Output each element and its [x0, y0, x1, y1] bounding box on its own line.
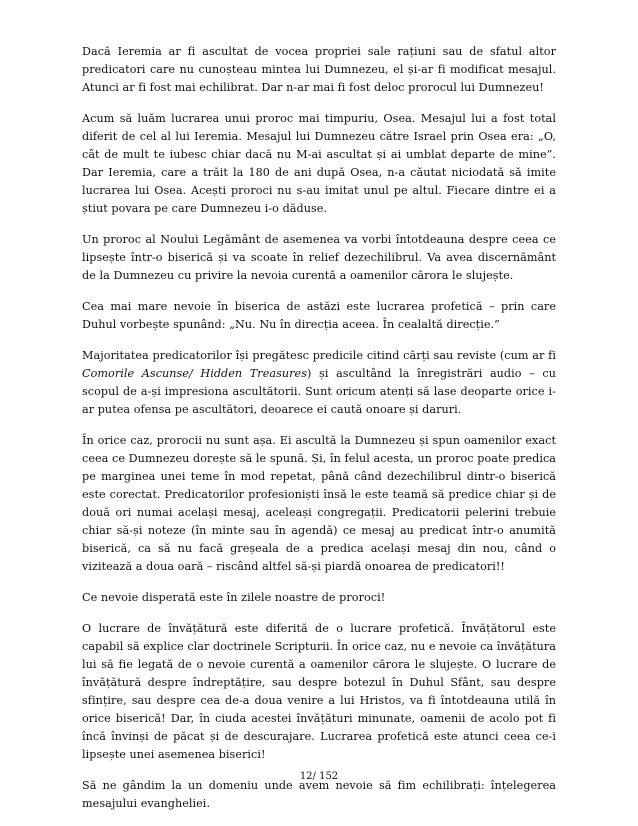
paragraph-5-after: ) și ascultând la înregistrări audio – cu scopul de a-și impresiona ascultătorii. Sunt oricum atenți să lase deoparte orice i-ar putea ofensa pe ascultători, deoarece ei caută onoare și daruri.: [82, 367, 556, 416]
page-number: 12/ 152: [299, 771, 339, 782]
paragraph-4: Cea mai mare nevoie în biserica de astăzi este lucrarea profetică – prin care Duhul vorbește spunând: „Nu. Nu în direcția aceea. În cealaltă direcție.”: [82, 300, 556, 331]
paragraph-2: Acum să luăm lucrarea unui proroc mai timpuriu, Osea. Mesajul lui a fost total diferit de cel al lui Ieremia. Mesajul lui Dumnezeu către Israel prin Osea era: „O, cât de mult te iubesc chiar dacă nu M-ai ascultat și ai umblat departe de mine”. Dar Ieremia, care a trăit la 180 de ani după Osea, n-a căutat niciodată să imite lucrarea lui Osea. Acești proroci nu s-au imitat unul pe altul. Fiecare dintre ei a știut povara pe care Dumnezeu i-o dăduse.: [82, 112, 556, 215]
paragraph-3: Un proroc al Noului Legământ de asemenea va vorbi întotdeauna despre ceea ce lipsește într-o biserică și va scoate în relief dezechilibrul. Va avea discernământ de la Dumnezeu cu privire la nevoia curentă a oamenilor cărora le slujește.: [82, 233, 556, 282]
paragraph-6: În orice caz, prorocii nu sunt așa. Ei ascultă la Dumnezeu și spun oamenilor exact ceea ce Dumnezeu dorește să le spună. Și, în felul acesta, un proroc poate predica pe marginea unei teme în mod repetat, până când dezechilibrul dintr-o biserică este corectat. Predicatorilor profesioniști însă le este teamă să predice chiar și de două ori numai același mesaj, aceleași congregații. Predicatorii pelerini trebuie chiar să-și noteze (în minte sau în agendă) ce mesaj au predicat într-o anumită biserică, ca să nu facă greșeala de a predica același mesaj din nou, când o vizitează a doua oară – riscând altfel să-și piardă onoarea de predicatori!!: [82, 434, 556, 573]
paragraph-5: [82, 347, 556, 419]
paragraph-5-before: Majoritatea predicatorilor își pregătesc predicile citind cărți sau reviste (cum ar fi: [82, 349, 556, 362]
paragraph-1: Dacă Ieremia ar fi ascultat de vocea propriei sale rațiuni sau de sfatul altor predicatori care nu cunoșteau mintea lui Dumnezeu, el și-ar fi modificat mesajul. Atunci ar fi fost mai echilibrat. Dar n-ar mai fi fost deloc prorocul lui Dumnezeu!: [82, 45, 556, 94]
paragraph-9: Să ne gândim la un domeniu unde avem nevoie să fim echilibrați: înțelegerea mesajului evangheliei.: [82, 779, 556, 810]
page-body: [82, 43, 556, 813]
paragraph-7: Ce nevoie disperată este în zilele noastre de proroci!: [82, 591, 386, 604]
paragraph-8: O lucrare de învățătură este diferită de o lucrare profetică. Învățătorul este capabil să explice clar doctrinele Scripturii. În orice caz, nu e nevoie ca învățătura lui să fie legată de o nevoie curentă a oamenilor cărora le slujește. O lucrare de învățătură despre îndreptățire, sau despre botezul în Duhul Sfânt, sau despre sfințire, sau despre cea de-a doua venire a lui Hristos, va fi întotdeauna utilă în orice biserică! Dar, în ciuda acestei învățături minunate, oamenii de acolo pot fi încă învinși de păcat și de descurajare. Lucrarea profetică este atunci ceea ce-i lipsește unei asemenea biserici!: [82, 622, 556, 761]
paragraph-5-italic-title: Comorile Ascunse/ Hidden Treasures: [82, 367, 308, 380]
